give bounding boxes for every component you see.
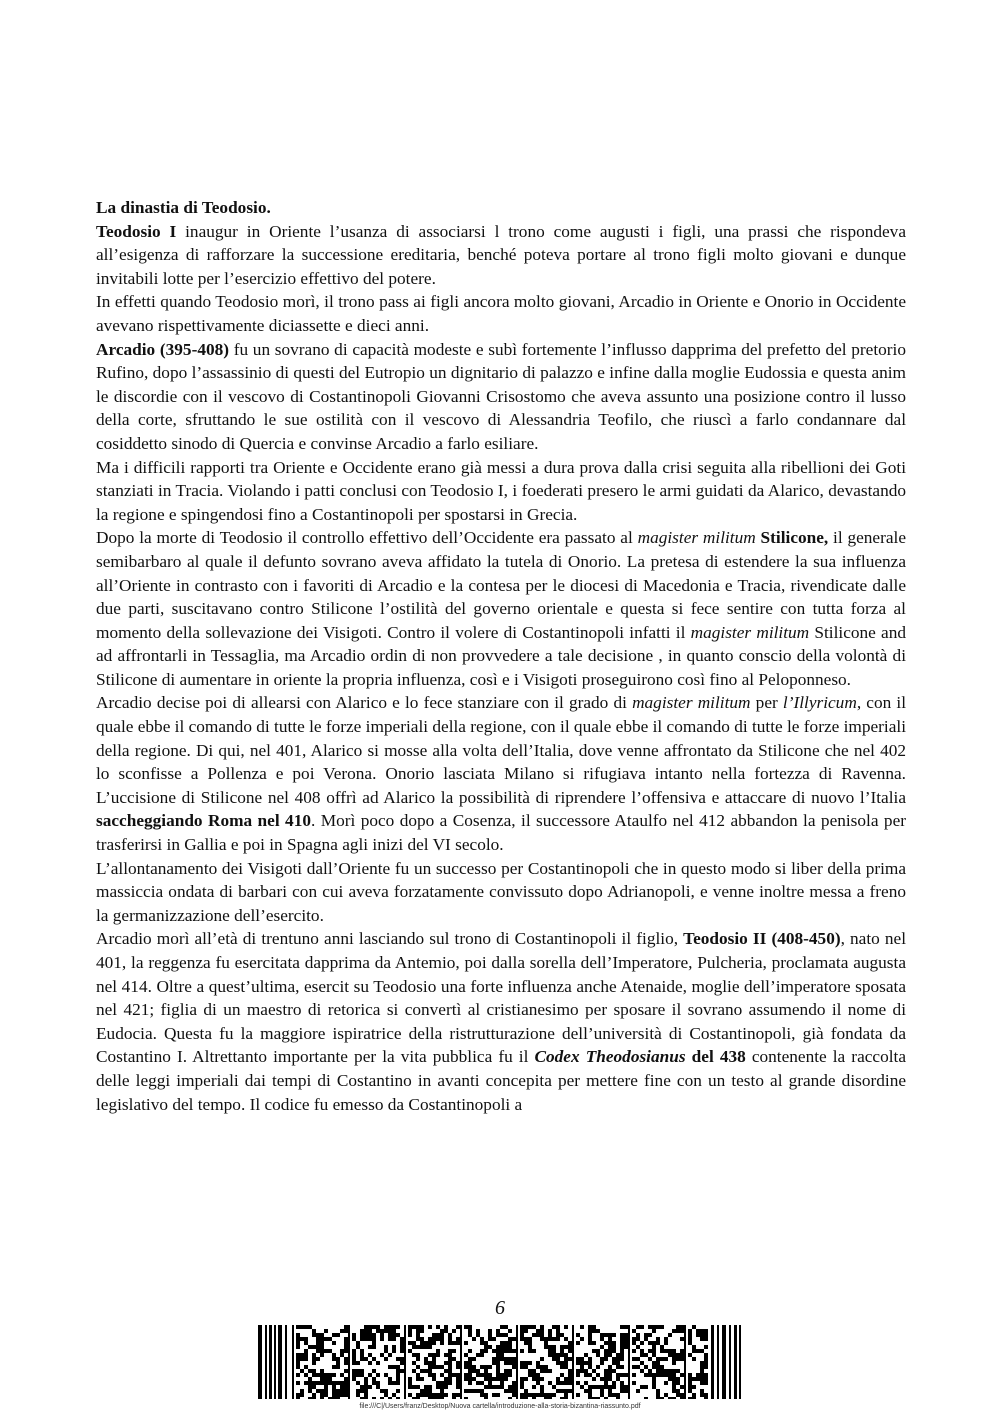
barcode-graphic xyxy=(258,1325,741,1399)
bold-term: Arcadio (395-408) xyxy=(96,339,230,359)
file-path: file:///C|/Users/franz/Desktop/Nuova cartella/introduzione-alla-storia-bizantina-riassunto.pdf xyxy=(359,1403,641,1410)
paragraph-7: L’allontanamento dei Visigoti dall’Oriente fu un successo per Costantinopoli che in questo modo si liber della prima massiccia ondata di barbari con cui aveva forzatamente convissuto dopo Adrianopoli, e venne inoltre messa a freno la germanizzazione dell’esercito. xyxy=(96,858,906,925)
paragraph-8 xyxy=(96,927,906,1116)
paragraph-text: , con il quale ebbe il comando di tutte le forze imperiali della regione, con il quale ebbe il comando di tutte le forze imperiali della regione. Di qui, nel 401, Alarico si mosse alla volta dell’Italia, dove venne affrontato da Stilicone che nel 402 lo sconfisse a Pollenza e poi Verona. Onorio lasciata Milano si rifugiava intanto nella fortezza di Ravenna. L’uccisione di Stilicone nel 408 offrì ad Alarico la possibilità di riprendere l’offensiva e attaccare di nuovo l’Italia xyxy=(96,693,907,807)
bold-italic-term: Codex Theodosianus xyxy=(534,1047,686,1067)
paragraph-text: Arcadio morì all’età di trentuno anni lasciando sul trono di Costantinopoli il figlio, xyxy=(96,929,684,949)
paragraph-text: per xyxy=(750,693,783,713)
paragraph-text: fu un sovrano di capacità modeste e subì fortemente l’influsso dapprima del prefetto del pretorio Rufino, dopo l’assassinio di questi del Eutropio un dignitario di palazzo e infine dalla moglie Eudossia e questa anim le discordie con il vescovo di Costantinopoli Giovanni Crisostomo che aveva assunto una posizione contro il lusso della corte, sfruttando le sue ostilità con il vescovo di Alessandria Teofilo, che riuscì a farlo condannare dal cosiddetto sinodo di Quercia e convinse Arcadio a farlo esiliare. xyxy=(96,339,906,453)
paragraph-text: il generale semibarbaro al quale il defunto sovrano aveva affidato la tutela di Onorio. La pretesa di estendere la sua influenza all’Oriente in contrasto con i favoriti di Arcadio e la contesa per le diocesi di Macedonia e Tracia, rivendicate dalle due parti, suscitavano contro Stilicone l’ostilità del governo orientale e questa si fece sentire con tutta forza al momento della sollevazione dei Visigoti. Contro il volere di Costantinopoli infatti il xyxy=(96,528,906,642)
paragraph-2: In effetti quando Teodosio morì, il trono pass ai figli ancora molto giovani, Arcadio in Oriente e Onorio in Occidente avevano rispettivamente diciassette e dieci anni. xyxy=(96,292,906,335)
italic-term: magister militum xyxy=(690,622,810,642)
paragraph-text: . Morì poco dopo a Cosenza, il successore Ataulfo nel 412 abbandon la penisola per trasferirsi in Gallia e poi in Spagna agli inizi del VI secolo. xyxy=(96,811,907,855)
paragraph-text: Arcadio decise poi di allearsi con Alarico e lo fece stanziare con il grado di xyxy=(96,693,633,713)
paragraph-text: contenente la raccolta delle leggi imperiali dai tempi di Costantino in avanti concepita per mettere fine con un testo al grande disordine legislativo del tempo. Il codice fu emesso da Costantinopoli a xyxy=(96,1047,906,1114)
paragraph-1 xyxy=(96,220,906,291)
bold-term: saccheggiando Roma nel 410 xyxy=(96,811,311,831)
paragraph-3 xyxy=(96,338,906,456)
paragraph-5 xyxy=(96,526,906,691)
barcode-icon xyxy=(258,1325,741,1399)
section-title: La dinastia di Teodosio. xyxy=(96,198,271,217)
bold-term: Stilicone, xyxy=(760,528,829,548)
page-number: 6 xyxy=(495,1297,505,1319)
document-body xyxy=(96,196,906,1116)
paragraph-6 xyxy=(96,691,906,856)
italic-term: magister militum xyxy=(632,693,751,713)
paragraph-4: Ma i difficili rapporti tra Oriente e Occidente erano già messi a dura prova dalla crisi seguita alla ribellioni dei Goti stanziati in Tracia. Violando i patti conclusi con Teodosio I, i foederati presero le armi guidati da Alarico, devastando la regione e spingendosi fino a Costantinopoli per spostarsi in Grecia. xyxy=(96,457,906,524)
bold-term: del 438 xyxy=(685,1047,746,1067)
italic-term: magister militum xyxy=(637,528,756,548)
bold-term: Teodosio I xyxy=(96,221,177,241)
paragraph-text: inaugur in Oriente l’usanza di associarsi l trono come augusti i figli, una prassi che rispondeva all’esigenza di rafforzare la successione ereditaria, benché poteva portare al trono figli molto giovani e dunque invitabili lotte per l’esercizio effettivo del potere. xyxy=(96,221,906,288)
italic-term: l’Illyricum xyxy=(782,693,857,713)
paragraph-text: Dopo la morte di Teodosio il controllo effettivo dell’Occidente era passato al xyxy=(96,528,638,548)
paragraph-text: Stilicone and ad affrontarli in Tessaglia, ma Arcadio ordin di non provvedere a tale decisione , in quanto conscio della volontà di Stilicone di aumentare in oriente la propria influenza, così e i Visigoti proseguirono così fino al Peloponneso. xyxy=(96,622,907,689)
bold-term: Teodosio II (408-450) xyxy=(683,929,841,949)
paragraph-text: , nato nel 401, la reggenza fu esercitata dapprima da Antemio, poi dalla sorella dell’Imperatore, Pulcheria, proclamata augusta nel 414. Oltre a quest’ultima, esercit su Teodosio una forte influenza anche Atenaide, moglie dell’imperatore sposata nel 421; figlia di un maestro di retorica si convertì al cristianesimo per sposare il sovrano assumendo il nome di Eudocia. Questa fu la maggiore ispiratrice della ristrutturazione dell’università di Costantinopoli, già fondata da Costantino I. Altrettanto importante per la vita pubblica fu il xyxy=(96,929,906,1067)
